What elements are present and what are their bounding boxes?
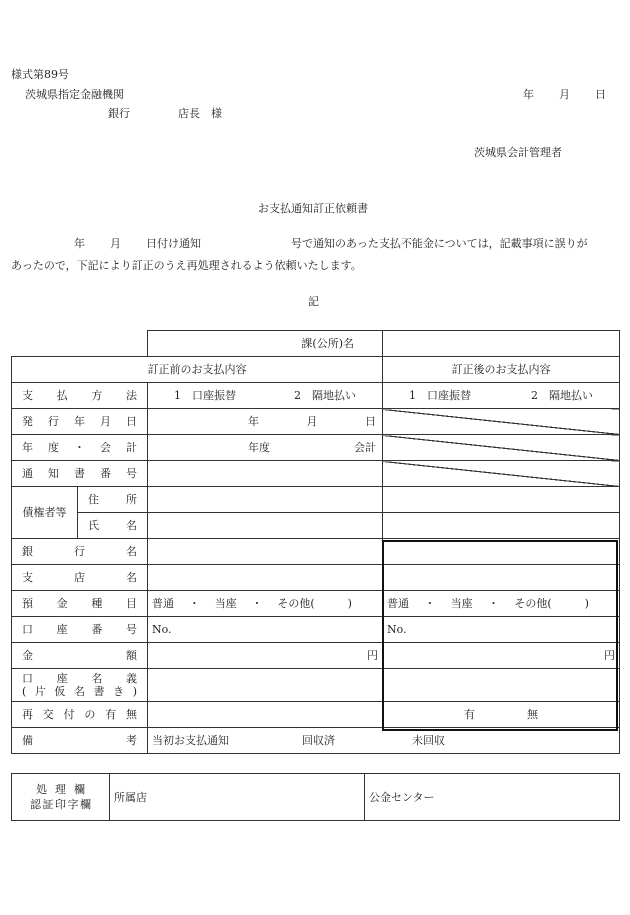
- issue-year: 年: [248, 415, 259, 428]
- issue-date-label: 発行年月日: [12, 409, 148, 435]
- dot: ・: [488, 597, 500, 610]
- deposit-other: その他( ): [514, 597, 589, 610]
- deposit-toza: 当座: [214, 597, 237, 610]
- address-after[interactable]: [383, 487, 620, 513]
- notice-no-label: 通知書番号: [12, 461, 148, 487]
- method-after-opt2: 2 隔地払い: [531, 389, 593, 402]
- creditor-label: 債権者等: [12, 487, 78, 539]
- correction-table: [11, 330, 620, 754]
- deposit-type-before[interactable]: [148, 591, 383, 617]
- fiscal-label: 年度・会計: [12, 435, 148, 461]
- form-number: 様式第89号: [11, 68, 69, 81]
- method-before[interactable]: [148, 383, 383, 409]
- body-line1-rest: 号で通知のあった支払不能金については，記載事項に誤りが: [291, 237, 588, 250]
- issue-month: 月: [306, 415, 318, 428]
- name-after[interactable]: [383, 513, 620, 539]
- bank-before[interactable]: [148, 539, 383, 565]
- fiscal-account: 会計: [354, 441, 376, 454]
- name-before[interactable]: [148, 513, 383, 539]
- account-no-after[interactable]: No.: [383, 617, 620, 643]
- date-day: 日: [595, 88, 606, 101]
- fiscal-before[interactable]: [148, 435, 383, 461]
- amount-label: 金額: [12, 643, 148, 669]
- address-label: 住所: [78, 487, 148, 513]
- amount-before[interactable]: 円: [148, 643, 383, 669]
- deposit-type-after[interactable]: [383, 591, 620, 617]
- method-before-opt2: 2 隔地払い: [294, 389, 356, 402]
- deposit-futsu: 普通: [387, 597, 409, 610]
- body-dated: 日付け通知: [146, 237, 201, 250]
- branch-label: 支店名: [12, 565, 148, 591]
- body-year: 年: [74, 237, 85, 250]
- reissue-before[interactable]: [148, 702, 383, 728]
- addressee-bank: 銀行: [108, 107, 130, 120]
- branch-before[interactable]: [148, 565, 383, 591]
- addressee-manager: 店長 様: [178, 107, 222, 120]
- method-before-opt1: 1 口座振替: [174, 389, 236, 402]
- body-line2: あったので，下記により訂正のうえ再処理されるよう依頼いたします。: [11, 259, 362, 272]
- after-header: 訂正後のお支払内容: [383, 357, 620, 383]
- fiscal-after-crossed: [383, 435, 620, 461]
- account-name-after[interactable]: [383, 669, 620, 702]
- account-name-before[interactable]: [148, 669, 383, 702]
- account-no-label: 口座番号: [12, 617, 148, 643]
- deposit-other: その他( ): [277, 597, 352, 610]
- reissue-label: 再交付の有無: [12, 702, 148, 728]
- issue-date-after-crossed: [383, 409, 620, 435]
- method-after-opt1: 1 口座振替: [409, 389, 471, 402]
- ki-marker: 記: [308, 295, 319, 308]
- method-after[interactable]: [383, 383, 620, 409]
- before-header: 訂正前のお支払内容: [12, 357, 383, 383]
- dot: ・: [251, 597, 263, 610]
- dot: ・: [424, 597, 436, 610]
- name-label: 氏名: [78, 513, 148, 539]
- account-name-label: 口座名義: [22, 672, 137, 685]
- processing-label1: 処理欄: [36, 783, 85, 796]
- reissue-no: 無: [527, 708, 538, 721]
- date-year: 年: [523, 88, 534, 101]
- remarks-collected: 回収済: [302, 734, 335, 747]
- notice-no-before[interactable]: [148, 461, 383, 487]
- processing-table: [11, 773, 620, 821]
- processing-center[interactable]: 公金センター: [365, 774, 620, 821]
- bank-after[interactable]: [383, 539, 620, 565]
- deposit-toza: 当座: [450, 597, 473, 610]
- reissue-yes: 有: [464, 708, 475, 721]
- body-month: 月: [110, 237, 121, 250]
- dept-input[interactable]: [383, 331, 620, 357]
- bank-label: 銀行名: [12, 539, 148, 565]
- deposit-futsu: 普通: [152, 597, 174, 610]
- address-before[interactable]: [148, 487, 383, 513]
- processing-label2: 認証印字欄: [30, 798, 91, 811]
- issue-day: 日: [365, 415, 376, 428]
- notice-no-after-crossed: [383, 461, 620, 487]
- remarks-uncollected: 未回収: [412, 734, 445, 747]
- dot: ・: [188, 597, 200, 610]
- remarks-label: 備考: [12, 728, 148, 754]
- branch-after[interactable]: [383, 565, 620, 591]
- processing-branch[interactable]: 所属店: [110, 774, 365, 821]
- amount-after[interactable]: 円: [383, 643, 620, 669]
- sender: 茨城県会計管理者: [474, 146, 562, 159]
- remarks-initial: 当初お支払通知: [152, 734, 229, 747]
- date-month: 月: [559, 88, 570, 101]
- processing-label-cell: [12, 774, 110, 821]
- deposit-type-label: 預金種目: [12, 591, 148, 617]
- reissue-after[interactable]: [383, 702, 620, 728]
- method-label: 支払方法: [12, 383, 148, 409]
- account-no-before[interactable]: No.: [148, 617, 383, 643]
- remarks-cell[interactable]: [148, 728, 620, 754]
- page-title: お支払通知訂正依頼書: [258, 202, 368, 215]
- fiscal-year: 年度: [248, 441, 270, 454]
- addressee-institution: 茨城県指定金融機関: [25, 88, 124, 101]
- dept-label: 課(公所)名: [148, 331, 383, 357]
- issue-date-before[interactable]: [148, 409, 383, 435]
- account-name-note: (片仮名書き): [22, 685, 137, 698]
- account-name-label-cell: [12, 669, 148, 702]
